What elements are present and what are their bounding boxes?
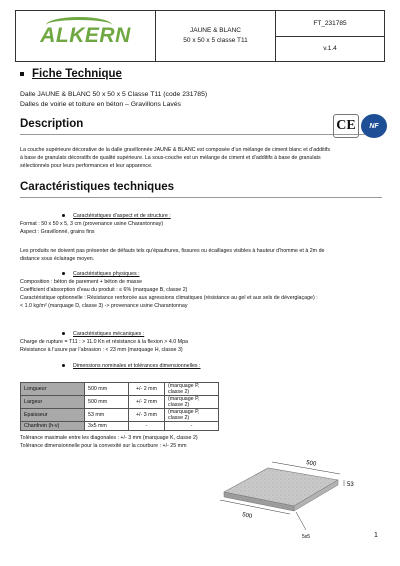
square-bullet-icon <box>20 72 24 76</box>
section-divider <box>20 134 382 135</box>
aspect-heading: Caractéristiques d’aspect et de structure : <box>62 212 171 220</box>
round-bullet-icon <box>62 272 65 275</box>
document-version: v.1.4 <box>323 45 337 53</box>
alkern-logo <box>40 24 131 48</box>
intro-line-1: Dalle JAUNE & BLANC 50 x 50 x 5 Classe T11 (code 231785) <box>20 91 208 98</box>
table-row: Longueur 500 mm +/- 2 mm (marquage P, classe 2) <box>21 383 219 396</box>
product-cell <box>156 11 276 61</box>
dim-label-side: 53 <box>347 482 354 488</box>
dimensions-section <box>20 362 201 370</box>
table-row: Epaisseur 53 mm +/- 3 mm (marquage P, classe 2) <box>21 409 219 422</box>
aspect-section: Caractéristiques d’aspect et de structure : Format : 50 x 50 x 5, 3 cm (provenance usine Charantonnay) Aspect : Gravillonné, grains fins <box>20 213 171 235</box>
tolerance-notes: Tolérance maximale entre les diagonales : +/- 3 mm (marquage K, classe 2) Tolérance dimensionnelle pour la convexité sur la courbure : +/- 25 mm <box>20 435 198 449</box>
description-heading: Description <box>20 118 84 130</box>
round-bullet-icon <box>62 364 65 367</box>
document-ref: FT_231785 <box>276 11 384 37</box>
ce-mark-icon: CE <box>333 114 359 138</box>
product-size: 50 x 50 x 5 classe T11 <box>183 37 248 44</box>
mechanical-section: Caractéristiques mécaniques : Charge de rupture = T11 : > 11.0 Kn et résistance à la flexion > 4.0 Mpa Résistance à l’usure par l’abrasion : < 23 mm (marquage H, classe 3) <box>20 331 188 353</box>
round-bullet-icon <box>62 332 65 335</box>
logo-arc-icon <box>46 17 112 33</box>
chamfer-leader <box>296 512 306 530</box>
document-header <box>15 10 385 62</box>
dim-label-chamfer: 5x5 <box>302 534 311 540</box>
physical-section: Caractéristiques physiques : Composition : béton de parement + béton de masse Coefficient d’absorption d’eau du produit : ≤ 6% (marquage B, classe 2) Caractéristique optionnelle : Résistance renforcée aux agressions climatiques (résistance au gel et aux sels de déverglaçage) : < 1.0 kg/m² (marquage D, classe 3) -> provenance usine Charantonnay <box>20 271 318 309</box>
mechanical-heading: Caractéristiques mécaniques : <box>62 330 188 338</box>
tile-drawing <box>212 450 362 542</box>
table-row: Largeur 500 mm +/- 2 mm (marquage P, classe 2) <box>21 396 219 409</box>
table-row: Chanfrein (h-v) 3x5 mm - - <box>21 422 219 431</box>
logo-text: ALKERN <box>40 24 131 47</box>
dim-label-bottom: 500 <box>241 512 253 521</box>
ref-cell <box>276 11 384 61</box>
logo-cell <box>16 11 156 61</box>
physical-heading: Caractéristiques physiques : <box>62 270 318 278</box>
intro-block <box>20 90 207 110</box>
dim-label-top: 500 <box>305 460 317 468</box>
characteristics-heading: Caractéristiques techniques <box>20 181 175 193</box>
page-title: Fiche Technique <box>20 68 122 80</box>
intro-line-2: Dalles de voirie et toiture en béton – Gravillons Lavés <box>20 101 181 108</box>
dimensions-heading: Dimensions nominales et tolérances dimensionnelles : <box>62 362 201 370</box>
page-number: 1 <box>374 532 378 539</box>
nf-mark-icon: NF <box>361 114 387 138</box>
aspect-note: Les produits ne doivent pas présenter de défauts tels qu’épaufrures, fissures ou écaillages visibles à hauteur d’homme et à 2m de distance sous éclairage moyen. <box>20 248 325 262</box>
section-divider <box>20 197 382 198</box>
round-bullet-icon <box>62 214 65 217</box>
dimensions-table <box>20 382 219 431</box>
product-name: JAUNE & BLANC <box>190 27 241 34</box>
description-text: La couche supérieure décorative de la dalle gravillonnée JAUNE & BLANC est composée d’un mélange de ciment blanc et d’additifs à base de granulats décoratifs de qualité supérieure. La sous-couche est un mélange de ciment et d’additifs à base de granulats sélectionnés pour leurs performances et leur apparence. <box>20 147 331 169</box>
